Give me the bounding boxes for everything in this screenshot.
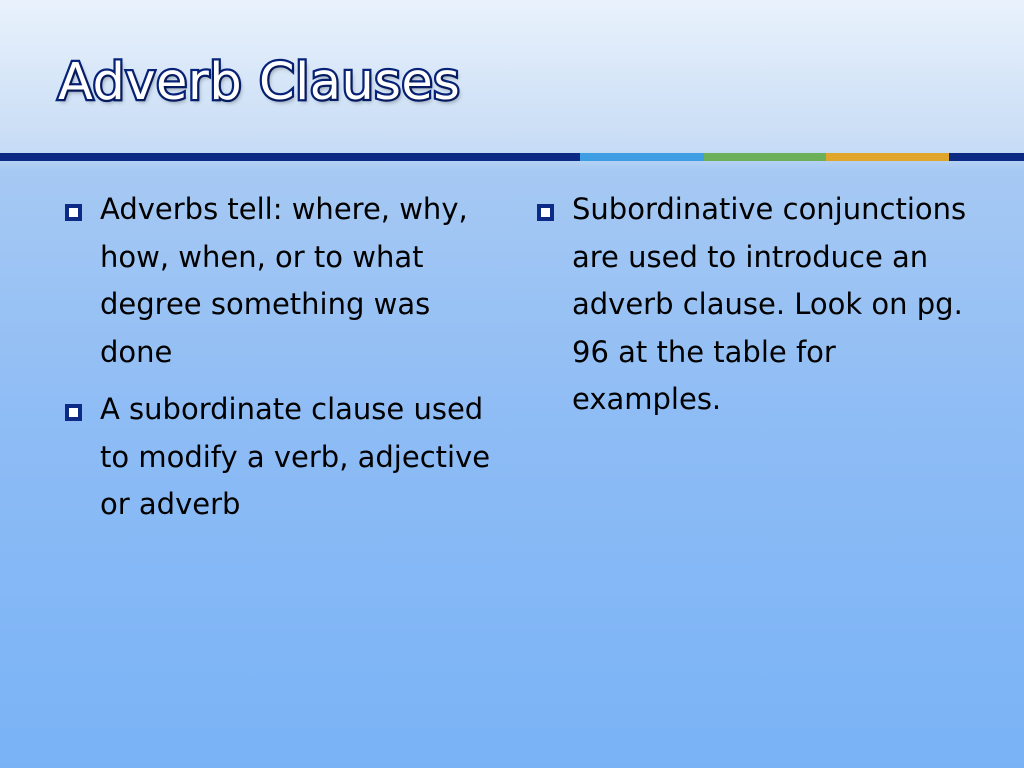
bullet-item [532,186,972,424]
bullet-item [60,386,500,529]
accent-segment-navy [0,153,580,161]
bullet-text: A subordinate clause used to modify a verb, adjective or adverb [100,392,491,521]
right-content-column [532,186,972,434]
slide-title: Adverb Clauses [58,53,461,112]
accent-segment-green [704,153,826,161]
bullet-item [60,186,500,376]
accent-segment-navy-end [949,153,1024,161]
accent-segment-gold [826,153,949,161]
title-accent-bar [0,153,1024,161]
square-bullet-icon [537,204,554,221]
accent-segment-blue [580,153,704,161]
left-content-column [60,186,500,539]
bullet-text: Adverbs tell: where, why, how, when, or to what degree something was done [100,192,468,369]
square-bullet-icon [65,204,82,221]
bullet-text: Subordinative conjunctions are used to introduce an adverb clause. Look on pg. 96 at the table for examples. [572,192,967,416]
square-bullet-icon [65,404,82,421]
